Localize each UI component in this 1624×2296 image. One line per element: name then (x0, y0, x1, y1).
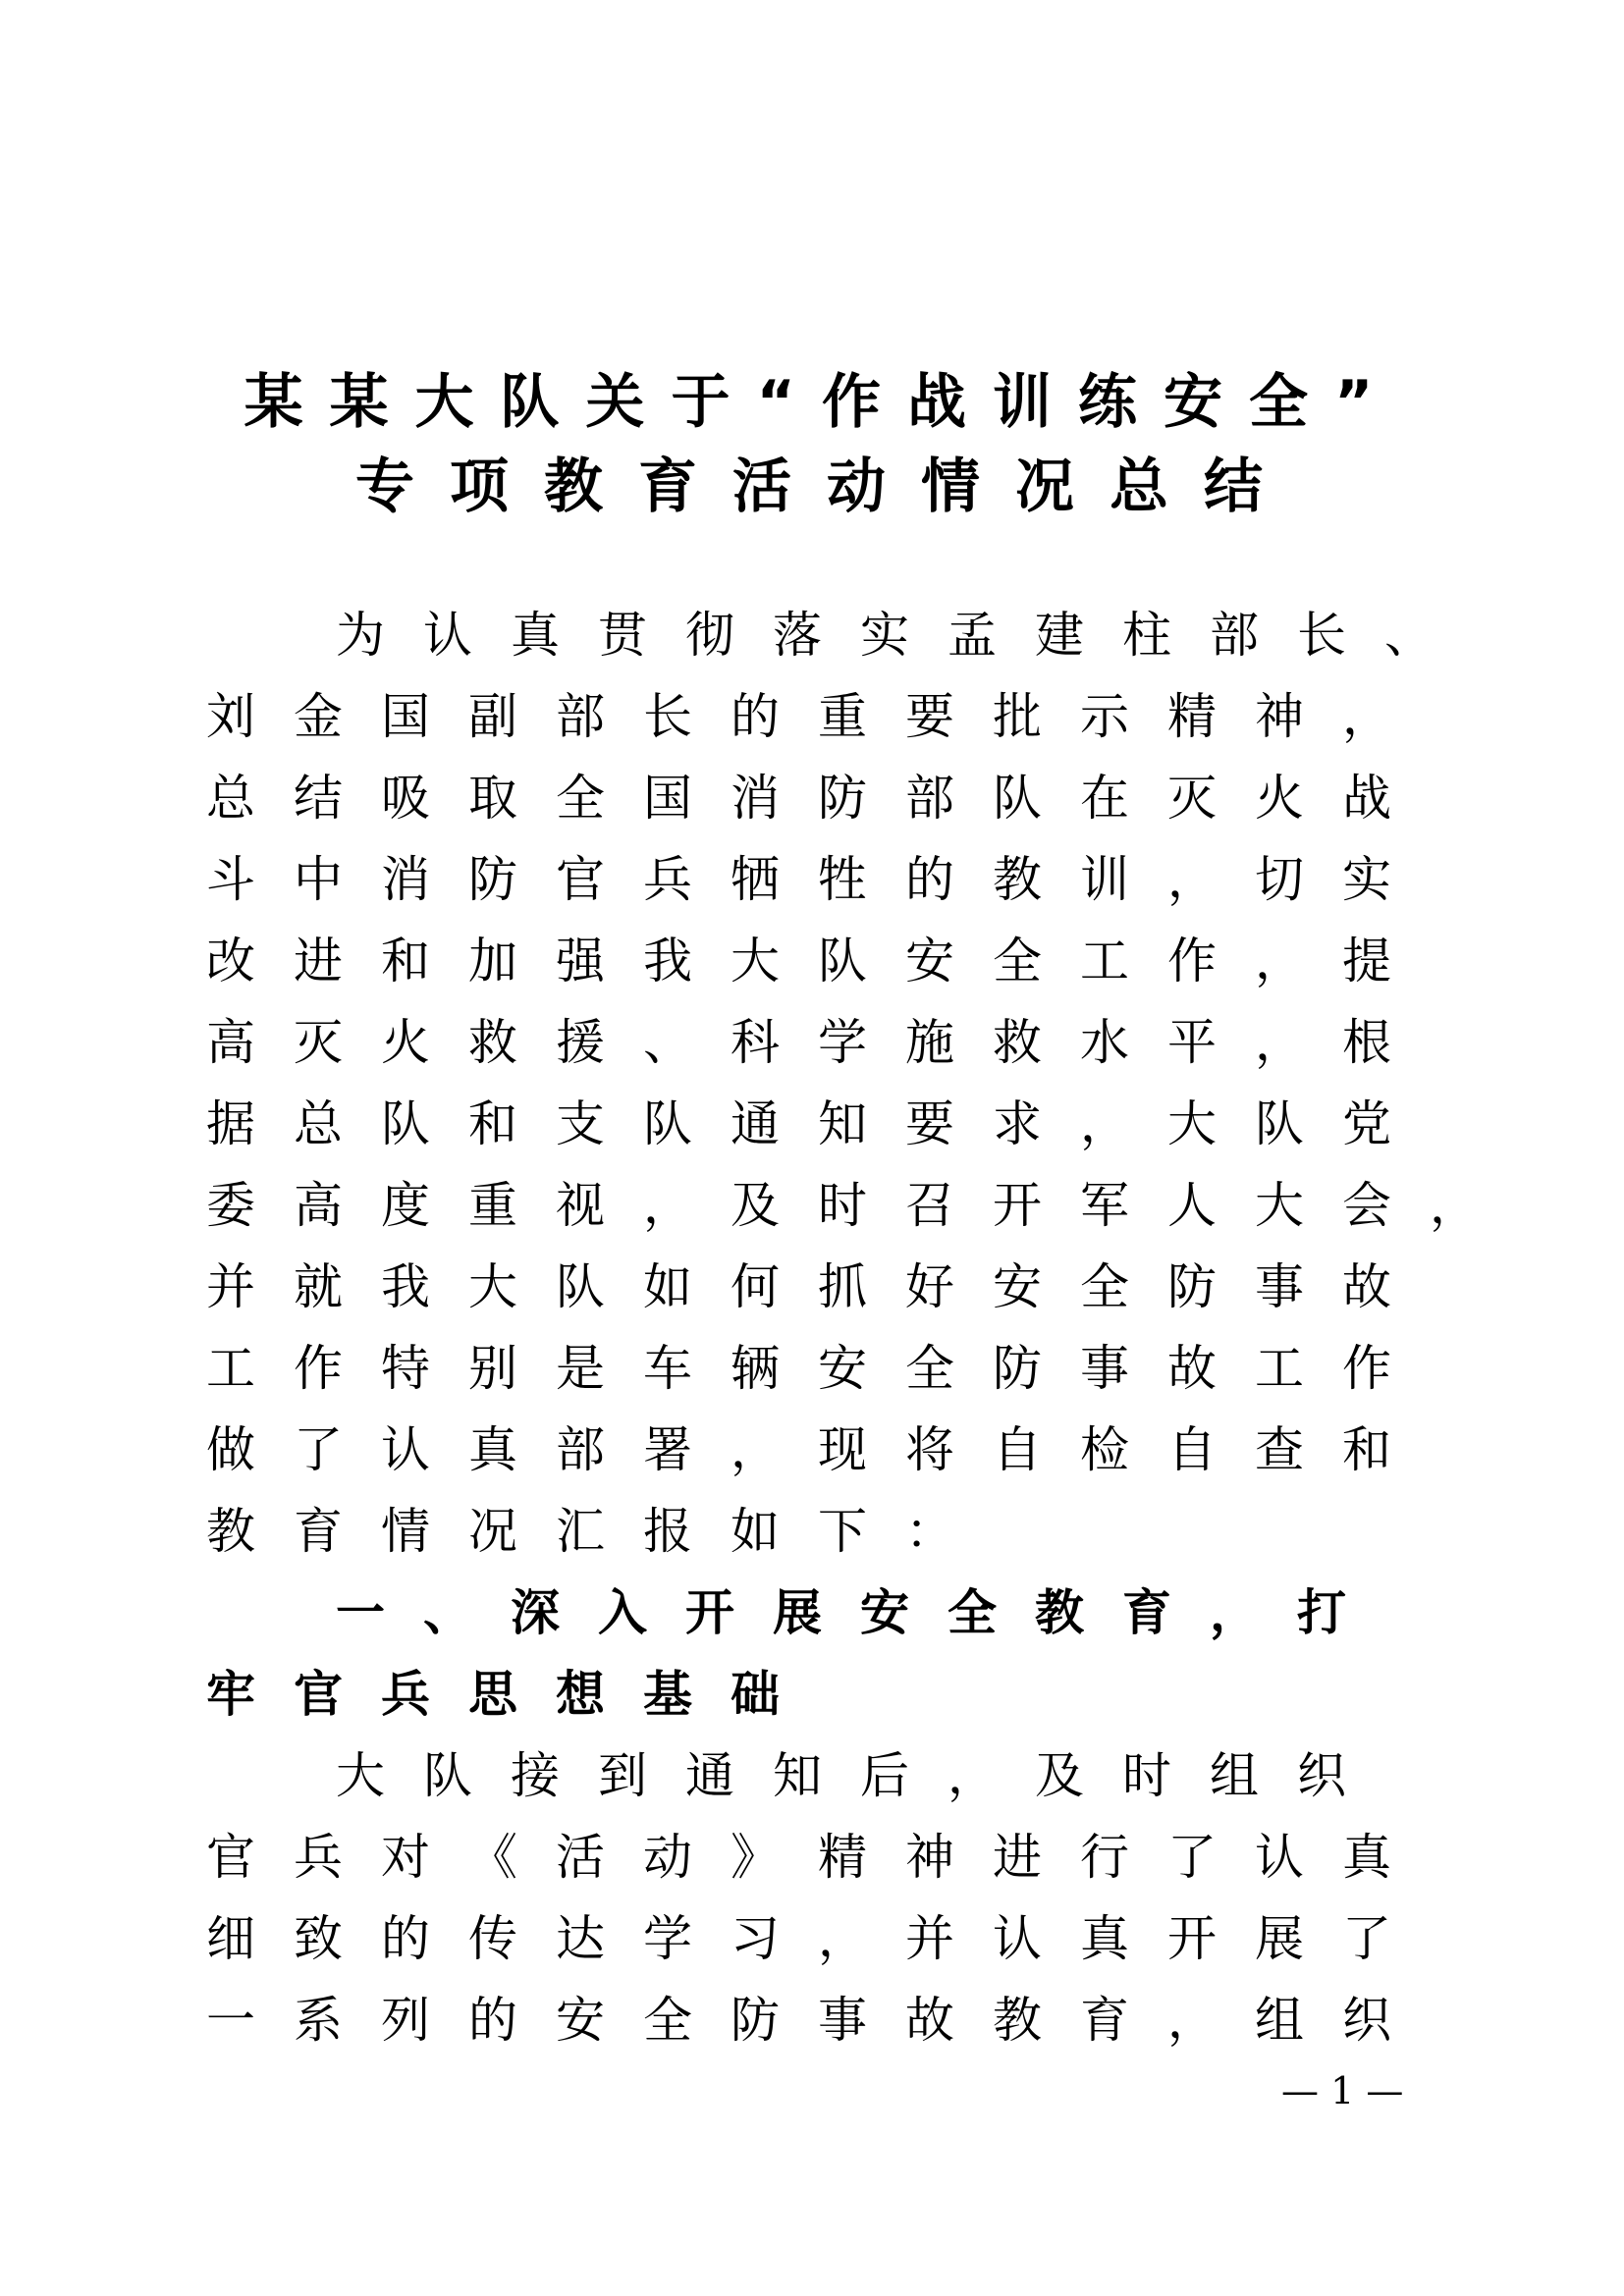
body-text-line: 委高度重视，及时召开军人大会， (206, 1177, 1517, 1234)
body-text-line: 做了认真部署，现将自检自查和 (206, 1421, 1430, 1478)
section-heading-line: 牢官兵思想基础 (206, 1666, 818, 1723)
document-title-line-1: 某某大队关于“作战训练安全” (244, 368, 1400, 437)
body-text-line: 工作特别是车辆安全防事故工作 (206, 1340, 1430, 1397)
body-text-line: 高灭火救援、科学施救水平，根 (206, 1014, 1430, 1071)
body-text-line: 刘金国副部长的重要批示精神， (206, 688, 1430, 745)
document-body (206, 595, 1517, 2061)
section-heading-line: 一、深入开展安全教育，打 (336, 1584, 1384, 1641)
body-text-line: 改进和加强我大队安全工作，提 (206, 933, 1430, 989)
body-text-line: 官兵对《活动》精神进行了认真 (206, 1829, 1430, 1886)
body-text-line: 教育情况汇报如下： (206, 1503, 993, 1560)
body-text-line: 并就我大队如何抓好安全防事故 (206, 1258, 1430, 1315)
body-text-line: 据总队和支队通知要求，大队党 (206, 1095, 1430, 1152)
body-text-line: 总结吸取全国消防部队在灭火战 (206, 770, 1430, 827)
body-text-line: 细致的传达学习，并认真开展了 (206, 1910, 1430, 1967)
page-number: — 1 — (1281, 2069, 1404, 2112)
body-text-line: 为认真贯彻落实孟建柱部长、 (336, 607, 1472, 664)
body-text-line: 大队接到通知后，及时组织 (336, 1747, 1384, 1804)
body-text-line: 一系列的安全防事故教育，组织 (206, 1992, 1430, 2049)
body-text-line: 斗中消防官兵牺牲的教训，切实 (206, 851, 1430, 908)
document-title-line-2: 专项教育活动情况总结 (355, 453, 1298, 521)
